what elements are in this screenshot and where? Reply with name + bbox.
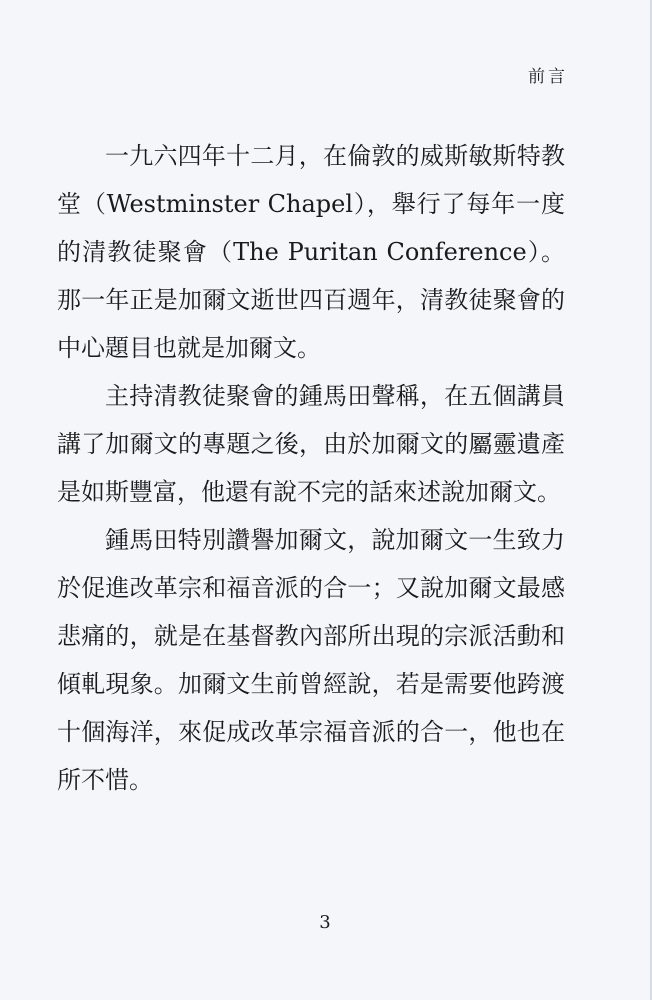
paragraph-1: 一九六四年十二月，在倫敦的威斯敏斯特教堂（Westminster Chapel），舉行了每年一度的清教徒聚會（The Puritan Conference）。那一年正是加爾文逝世四百週年，清教徒聚會的中心題目也就是加爾文。	[57, 142, 565, 362]
page-number: 3	[319, 912, 331, 933]
paragraph-2: 主持清教徒聚會的鍾馬田聲稱，在五個講員講了加爾文的專題之後，由於加爾文的屬靈遺產是如斯豐富，他還有說不完的話來述說加爾文。	[57, 382, 565, 506]
body-text	[57, 132, 565, 804]
running-header: 前言	[528, 67, 568, 87]
paragraph-3: 鍾馬田特別讚譽加爾文，說加爾文一生致力於促進改革宗和福音派的合一；又說加爾文最感悲痛的，就是在基督教內部所出現的宗派活動和傾軋現象。加爾文生前曾經說，若是需要他跨渡十個海洋，來促成改革宗福音派的合一，他也在所不惜。	[57, 526, 565, 794]
